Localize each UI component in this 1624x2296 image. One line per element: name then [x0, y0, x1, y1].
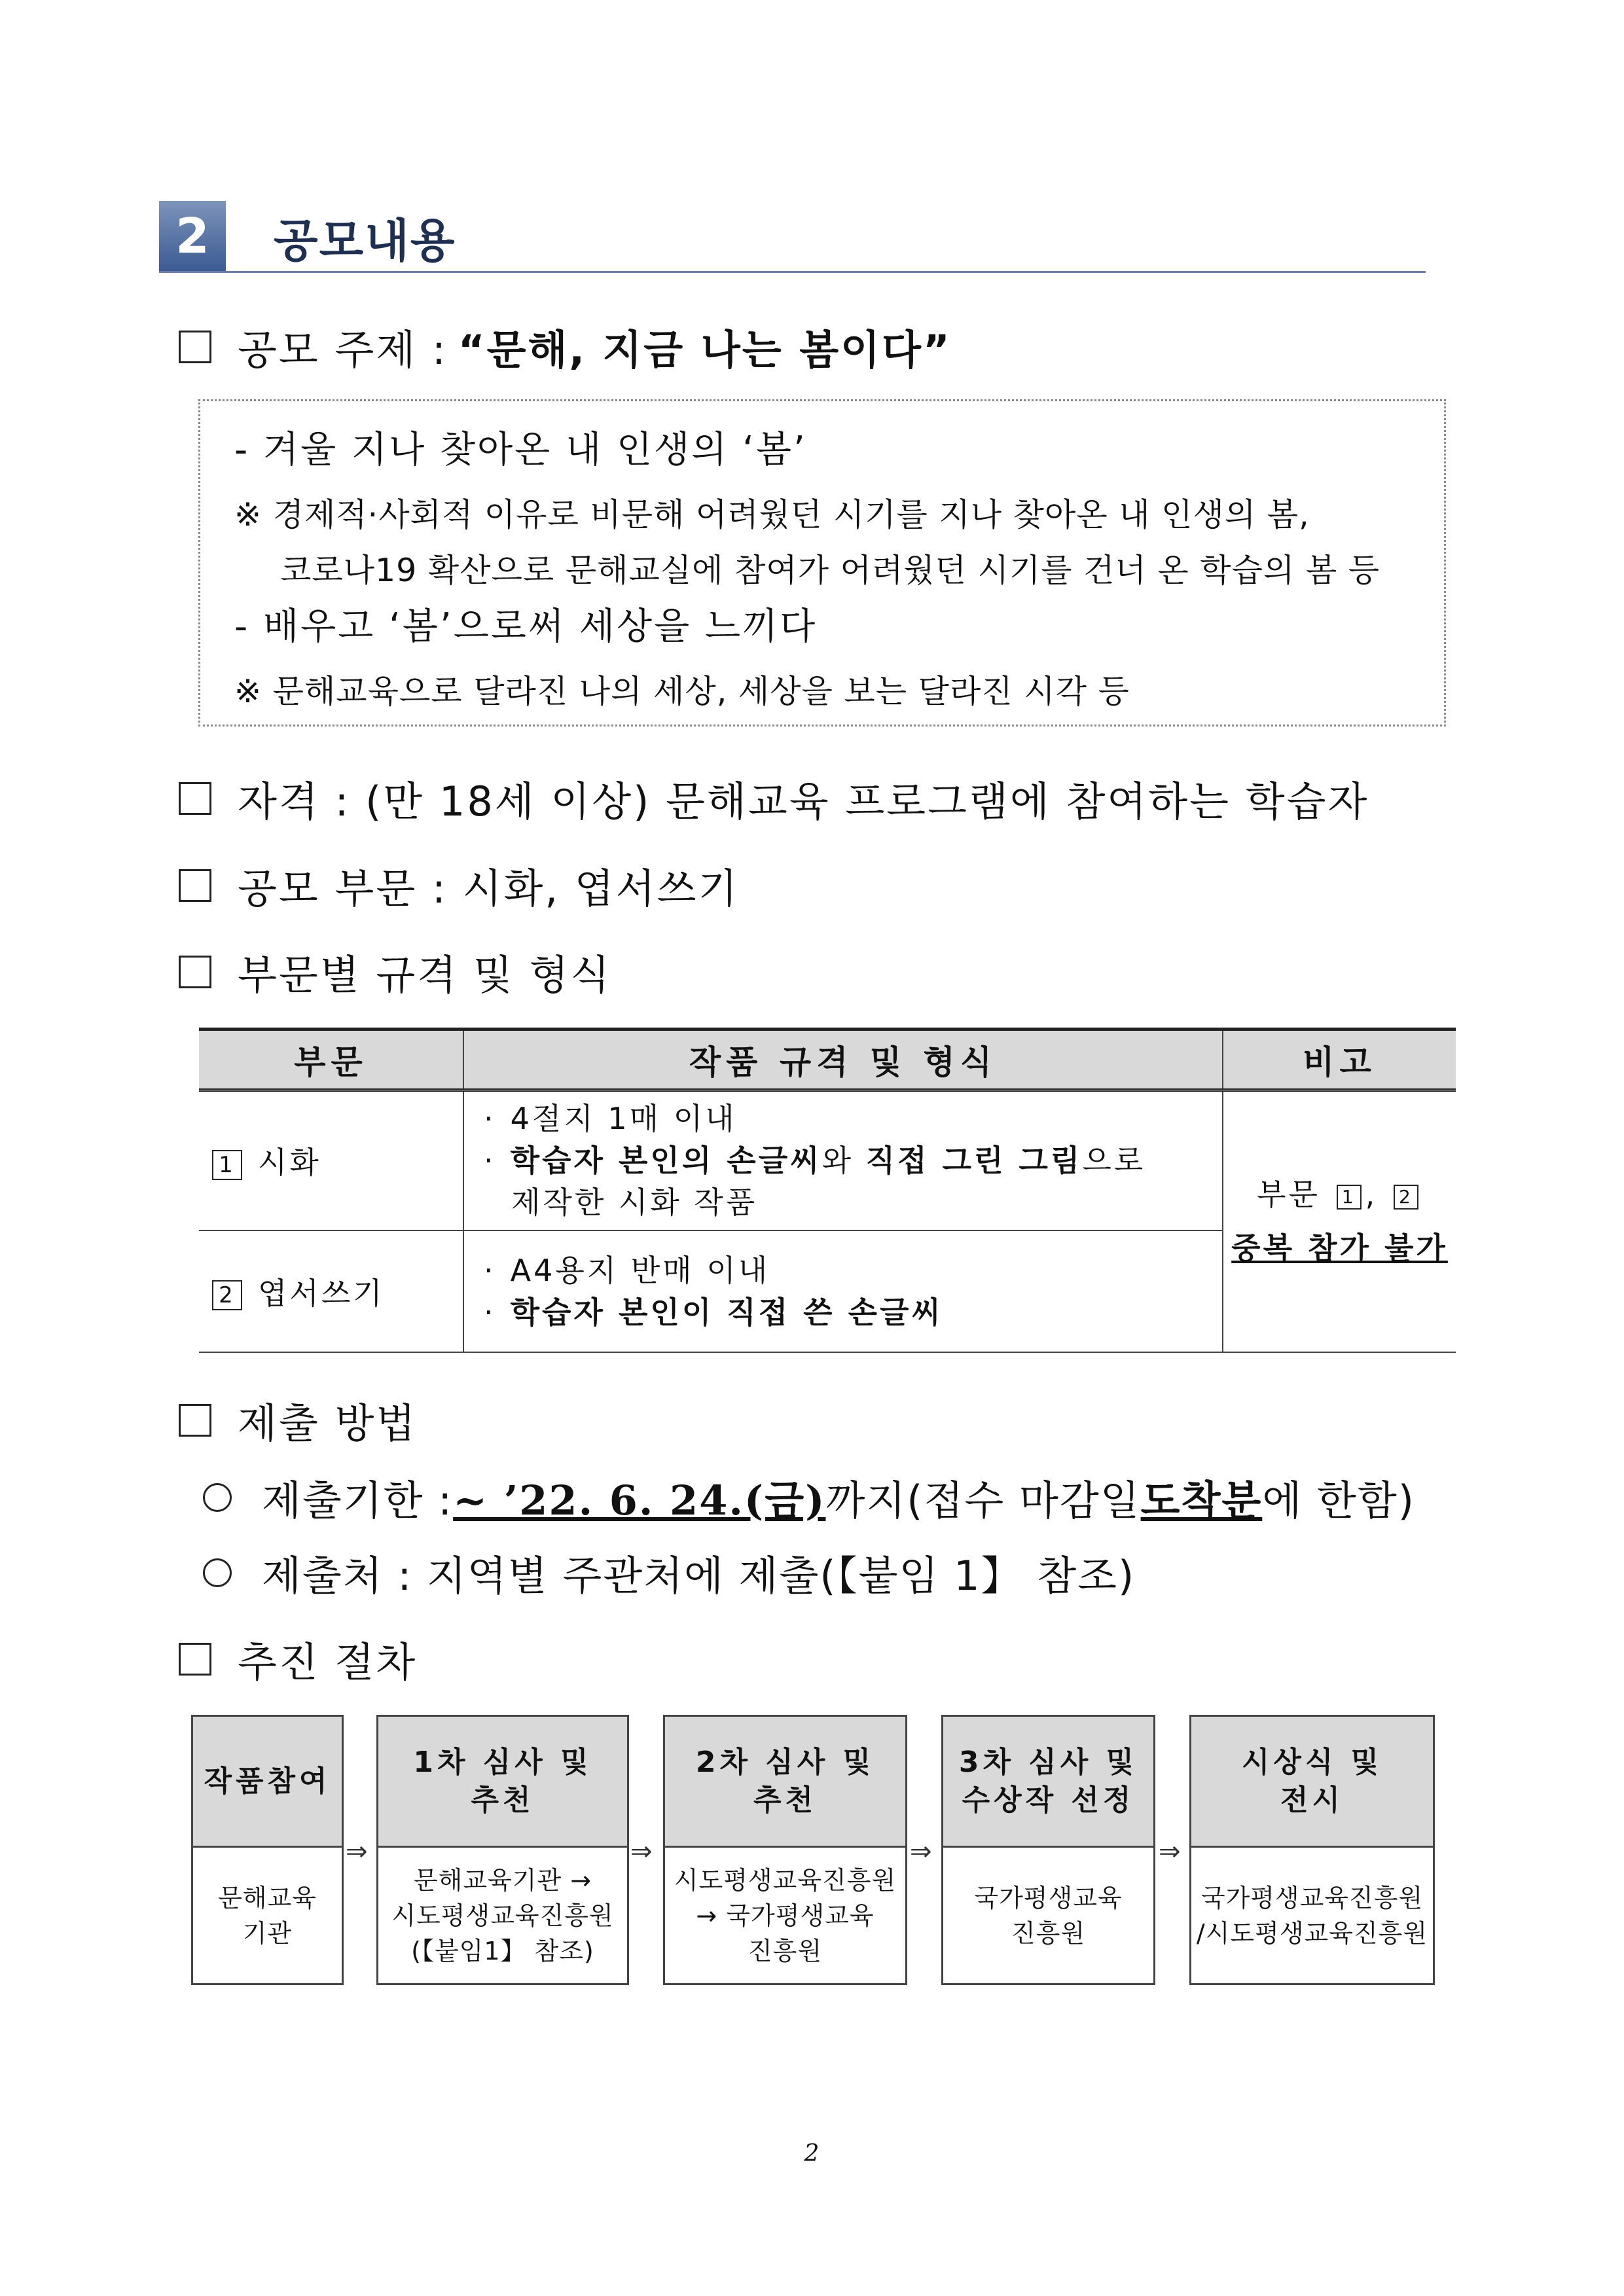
flow-step: [663, 1715, 907, 1985]
part-cell: [199, 1090, 463, 1230]
arrow-right-icon: ⇒: [346, 1837, 368, 1867]
spec-item: · 4절지 1매 이내: [484, 1098, 1221, 1139]
flow-step-body: 국가평생교육 진흥원: [974, 1883, 1123, 1948]
theme-detail-4: - 배우고 ‘봄’으로써 세상을 느끼다: [234, 605, 818, 648]
checkbox-icon: [179, 782, 211, 815]
spec-item: [484, 1291, 1221, 1333]
part-number-box: 1: [212, 1150, 242, 1180]
deadline-arrival: 도착분: [1140, 1477, 1263, 1524]
part-number-box: 1: [1337, 1185, 1362, 1210]
deadline-line: [203, 1468, 1415, 1526]
flow-step-body: 문해교육 기관: [218, 1883, 317, 1948]
checkbox-icon: [179, 956, 211, 988]
theme-detail-3: 코로나19 확산으로 문해교실에 참여가 어려웠던 시기를 건너 온 학습의 봄 등: [280, 552, 1380, 589]
flow-step-body: 문해교육기관 → 시도평생교육진흥원 (【붙임1】 참조): [391, 1865, 614, 1965]
theme-line: [179, 317, 952, 376]
spec-text: 으로: [1082, 1143, 1146, 1179]
spec-text: 와: [821, 1143, 866, 1179]
spec-cell: [463, 1090, 1223, 1230]
page-number: 2: [804, 2140, 820, 2167]
circle-bullet-icon: [203, 1558, 232, 1587]
spec-bold: 학습자 본인이 직접 쓴 손글씨: [510, 1294, 943, 1330]
flow-step-body: 국가평생교육진흥원 /시도평생교육진흥원: [1196, 1883, 1428, 1948]
table-header: 부문: [199, 1030, 463, 1090]
checkbox-icon: [179, 331, 211, 363]
spec-heading: 부문별 규격 및 형식: [238, 951, 612, 999]
spec-item: · A4용지 반매 이내: [484, 1249, 1221, 1291]
qualification-text: 자격 : (만 18세 이상) 문해교육 프로그램에 참여하는 학습자: [238, 778, 1369, 825]
flow-step-body: 시도평생교육진흥원 → 국가평생교육 진흥원: [674, 1865, 897, 1965]
spec-bold: 학습자 본인의 손글씨: [510, 1143, 822, 1179]
arrow-right-icon: ⇒: [1159, 1837, 1181, 1867]
deadline-mid: 까지(접수 마감일: [825, 1477, 1141, 1524]
section-title: 공모내용: [274, 214, 456, 268]
table-header-row: [199, 1030, 1456, 1090]
part-number-box: 2: [212, 1280, 242, 1310]
theme-detail-5: ※ 문해교육으로 달라진 나의 세상, 세상을 보는 달라진 시각 등: [234, 673, 1130, 710]
spec-bold: 직접 그린 그림: [865, 1143, 1083, 1179]
note-prefix: 부문: [1257, 1177, 1320, 1213]
category-line: [179, 856, 739, 914]
checkbox-icon: [179, 1404, 211, 1437]
spec-cell: [463, 1230, 1223, 1352]
part-number-box: 2: [1394, 1185, 1418, 1210]
note-sep: ,: [1365, 1177, 1378, 1213]
theme-detail-2: ※ 경제적·사회적 이유로 비문해 어려웠던 시기를 지나 찾아온 내 인생의 봄,: [234, 496, 1310, 533]
category-text: 공모 부문 : 시화, 엽서쓰기: [238, 865, 740, 912]
circle-bullet-icon: [203, 1483, 232, 1512]
checkbox-icon: [179, 1643, 211, 1676]
process-heading-line: [179, 1630, 417, 1688]
note-line: [1224, 1168, 1455, 1221]
submit-heading: 제출 방법: [238, 1399, 418, 1447]
arrow-right-icon: ⇒: [910, 1837, 932, 1867]
flow-step-title: 3차 심사 및 수상작 선정: [943, 1717, 1153, 1848]
submit-heading-line: [179, 1391, 417, 1449]
theme-detail-1: - 겨울 지나 찾아온 내 인생의 ‘봄’: [234, 429, 807, 471]
theme-detail-box: [198, 399, 1446, 726]
flow-step: [1189, 1715, 1435, 1985]
note-cell: [1223, 1090, 1456, 1352]
table-row: [199, 1090, 1456, 1230]
spec-item: [484, 1139, 1221, 1181]
section-divider: [159, 271, 1426, 273]
flow-step: [191, 1715, 344, 1985]
process-heading: 추진 절차: [238, 1638, 418, 1686]
part-cell: [199, 1230, 463, 1352]
place-text: 제출처 : 지역별 주관처에 제출(【붙임 1】 참조): [262, 1552, 1136, 1600]
section-number: 2: [159, 201, 226, 271]
flow-step-title: 시상식 및 전시: [1191, 1717, 1433, 1848]
arrow-right-icon: ⇒: [630, 1837, 653, 1867]
flow-step-title: 1차 심사 및 추천: [378, 1717, 627, 1848]
flow-step-title: 2차 심사 및 추천: [665, 1717, 905, 1848]
part-name: 엽서쓰기: [258, 1275, 385, 1311]
flow-step: [376, 1715, 629, 1985]
place-line: [203, 1543, 1135, 1602]
spec-item-continued: 제작한 시화 작품: [511, 1185, 758, 1221]
theme-value: “문해, 지금 나는 봄이다”: [458, 326, 952, 374]
spec-heading-line: [179, 942, 611, 1001]
part-name: 시화: [258, 1145, 321, 1181]
theme-label: 공모 주제 :: [238, 326, 448, 374]
flow-step-title: 작품참여: [193, 1717, 342, 1848]
note-bold: 중복 참가 불가: [1231, 1230, 1448, 1266]
spec-table: [199, 1028, 1456, 1353]
deadline-end: 에 한함): [1262, 1477, 1415, 1524]
deadline-date: ~ ’22. 6. 24.(금): [453, 1477, 826, 1524]
deadline-label: 제출기한 :: [262, 1477, 454, 1524]
checkbox-icon: [179, 869, 211, 902]
flow-step: [941, 1715, 1155, 1985]
table-header: 작품 규격 및 형식: [463, 1030, 1223, 1090]
qualification-line: [179, 769, 1369, 827]
table-header: 비고: [1223, 1030, 1456, 1090]
